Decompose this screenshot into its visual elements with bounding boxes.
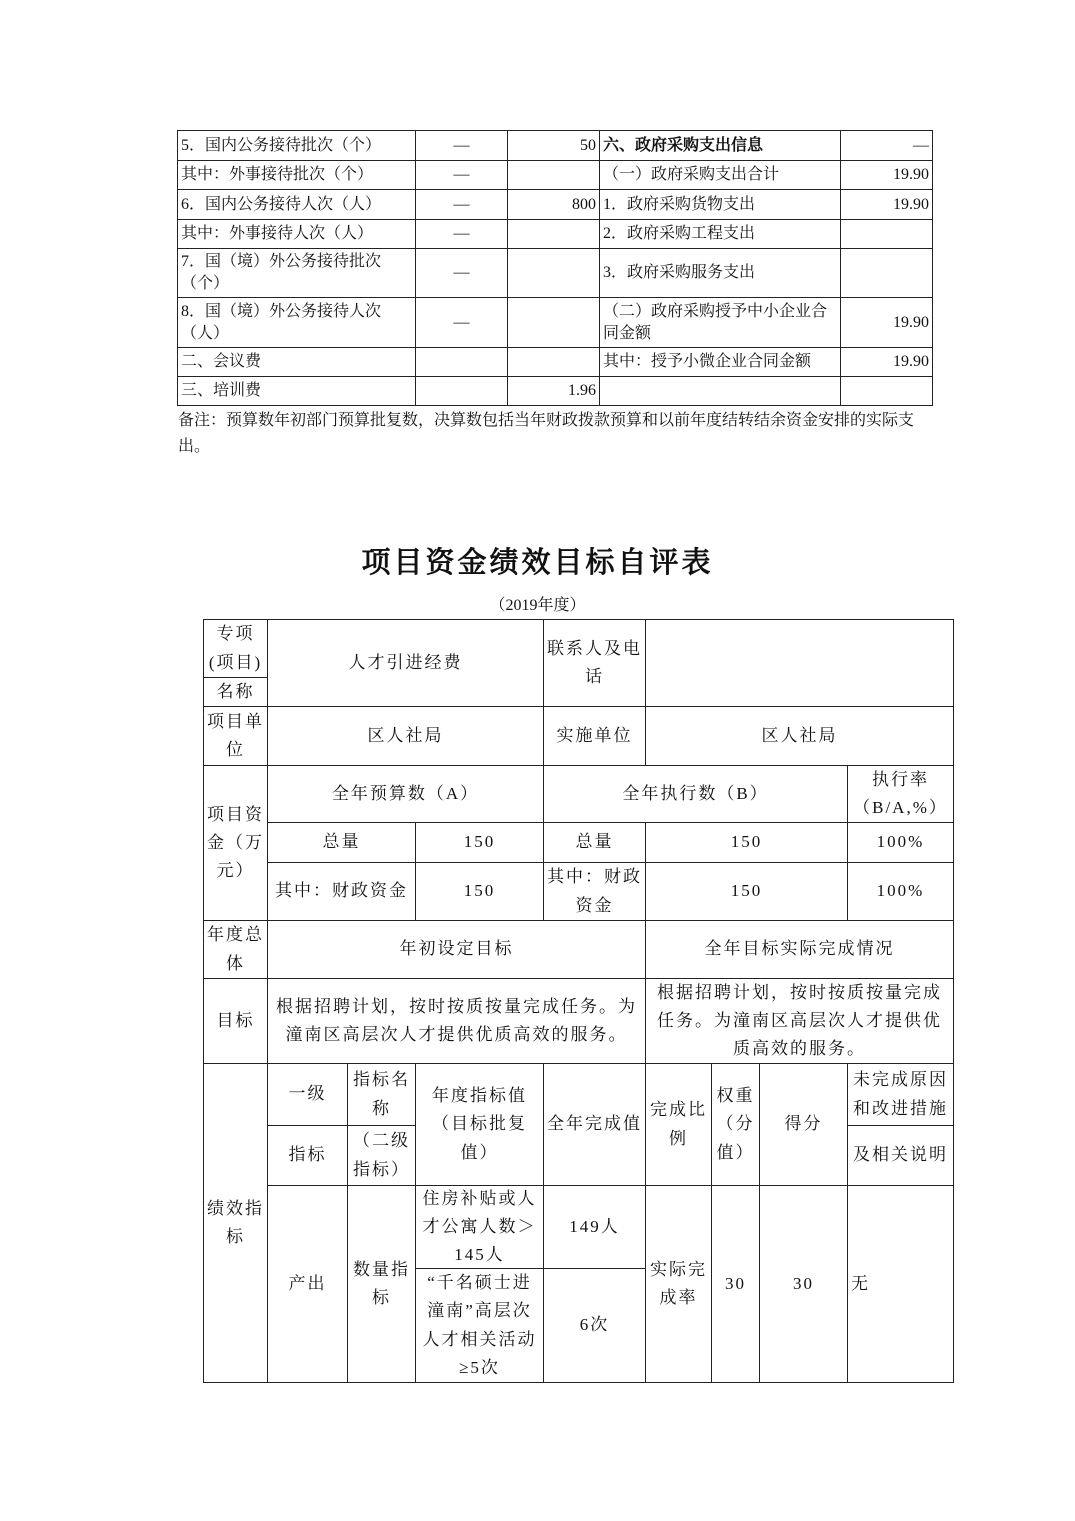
table-cell bbox=[507, 160, 600, 190]
h-name-a-cell: 指标名称 bbox=[347, 1063, 416, 1126]
table-cell bbox=[415, 376, 508, 406]
table-cell: 19.90 bbox=[840, 347, 933, 377]
h-score-cell: 得分 bbox=[759, 1063, 848, 1186]
table-cell: 1.96 bbox=[507, 376, 600, 406]
actual-header-cell: 全年目标实际完成情况 bbox=[645, 920, 954, 979]
table-cell: （二）政府采购授予中小企业合同金额 bbox=[599, 297, 841, 348]
reason-value-cell: 无 bbox=[847, 1185, 954, 1383]
project-name-cell: 人才引进经费 bbox=[267, 619, 544, 707]
project-label-2-cell: 名称 bbox=[203, 677, 268, 707]
rate-header-cell: 执行率（B/A,%） bbox=[847, 765, 954, 823]
table-cell: 8．国（境）外公务接待人次（人） bbox=[177, 297, 416, 348]
table-cell bbox=[507, 297, 600, 348]
exec-header-cell: 全年执行数（B） bbox=[543, 765, 848, 823]
h-target-cell: 年度指标值（目标批复值） bbox=[415, 1063, 544, 1186]
fiscal-exec-cell: 150 bbox=[645, 862, 848, 921]
table-cell: — bbox=[415, 219, 508, 249]
unit-label-cell: 项目单位 bbox=[203, 706, 268, 766]
target-2-cell: “千名硕士进潼南”高层次人才相关活动≥5次 bbox=[415, 1268, 544, 1383]
perf-label-cell: 绩效指标 bbox=[203, 1063, 268, 1383]
table-cell bbox=[415, 347, 508, 377]
done-1-cell: 149人 bbox=[543, 1185, 646, 1269]
fiscal-exec-label-cell: 其中：财政资金 bbox=[543, 862, 646, 921]
contact-label-cell: 联系人及电话 bbox=[543, 619, 646, 707]
quantity-label-cell: 数量指标 bbox=[347, 1185, 416, 1383]
table-cell: 800 bbox=[507, 189, 600, 220]
table-cell: — bbox=[415, 130, 508, 161]
h-reason-a-cell: 未完成原因和改进措施 bbox=[847, 1063, 954, 1126]
h-weight-cell: 权重（分值） bbox=[711, 1063, 760, 1186]
total-label-cell: 总量 bbox=[267, 822, 416, 863]
h-level1-b-cell: 指标 bbox=[267, 1125, 348, 1186]
h-done-cell: 全年完成值 bbox=[543, 1063, 646, 1186]
table-cell: 6．国内公务接待人次（人） bbox=[177, 189, 416, 220]
table-cell: 其中：外事接待批次（个） bbox=[177, 160, 416, 190]
fiscal-budget-cell: 150 bbox=[415, 862, 544, 921]
table-cell: 其中：外事接待人次（人） bbox=[177, 219, 416, 249]
table-cell: 其中：授予小微企业合同金额 bbox=[599, 347, 841, 377]
table-cell bbox=[507, 248, 600, 298]
funds-label-cell: 项目资金（万元） bbox=[203, 765, 268, 921]
table-cell: — bbox=[415, 189, 508, 220]
fiscal-rate-cell: 100% bbox=[847, 862, 954, 921]
weight-value-cell: 30 bbox=[711, 1185, 760, 1383]
table-cell bbox=[507, 219, 600, 249]
table-note: 备注：预算数年初部门预算批复数，决算数包括当年财政拨款预算和以前年度结转结余资金安排的实际支出。 bbox=[178, 412, 915, 455]
table-cell: 5．国内公务接待批次（个） bbox=[177, 130, 416, 161]
total-budget-cell: 150 bbox=[415, 822, 544, 863]
h-ratio-cell: 完成比例 bbox=[645, 1063, 712, 1186]
table-cell: — bbox=[415, 248, 508, 298]
impl-value-cell: 区人社局 bbox=[645, 706, 954, 766]
table-cell: 1．政府采购货物支出 bbox=[599, 189, 841, 220]
h-level1-a-cell: 一级 bbox=[267, 1063, 348, 1126]
table-cell: 19.90 bbox=[840, 297, 933, 348]
h-reason-b-cell: 及相关说明 bbox=[847, 1125, 954, 1186]
table-cell: 7．国（境）外公务接待批次（个） bbox=[177, 248, 416, 298]
total-exec-cell: 150 bbox=[645, 822, 848, 863]
table-cell: 二、会议费 bbox=[177, 347, 416, 377]
output-label-cell: 产出 bbox=[267, 1185, 348, 1383]
table-cell bbox=[840, 219, 933, 249]
done-2-cell: 6次 bbox=[543, 1268, 646, 1383]
table-cell: 50 bbox=[507, 130, 600, 161]
goal-label-cell: 目标 bbox=[203, 978, 268, 1064]
table-cell bbox=[507, 347, 600, 377]
project-label-1-cell: 专项(项目) bbox=[203, 619, 268, 678]
overall-label-cell: 年度总体 bbox=[203, 920, 268, 979]
table-cell: 3．政府采购服务支出 bbox=[599, 248, 841, 298]
total-exec-label-cell: 总量 bbox=[543, 822, 646, 863]
goal-text-cell: 根据招聘计划，按时按质按量完成任务。为潼南区高层次人才提供优质高效的服务。 bbox=[267, 978, 646, 1064]
table-cell: 六、政府采购支出信息 bbox=[599, 130, 841, 161]
target-1-cell: 住房补贴或人才公寓人数＞145人 bbox=[415, 1185, 544, 1269]
total-rate-cell: 100% bbox=[847, 822, 954, 863]
table-cell: — bbox=[415, 297, 508, 348]
contact-value-cell bbox=[645, 619, 954, 707]
score-value-cell: 30 bbox=[759, 1185, 848, 1383]
h-name-b-cell: （二级指标） bbox=[347, 1125, 416, 1186]
budget-header-cell: 全年预算数（A） bbox=[267, 765, 544, 823]
form-year: （2019年度） bbox=[489, 597, 586, 614]
table-cell: — bbox=[840, 130, 933, 161]
unit-value-cell: 区人社局 bbox=[267, 706, 544, 766]
table-cell bbox=[840, 248, 933, 298]
impl-label-cell: 实施单位 bbox=[543, 706, 646, 766]
table-cell: 三、培训费 bbox=[177, 376, 416, 406]
initial-goal-header-cell: 年初设定目标 bbox=[267, 920, 646, 979]
form-title: 项目资金绩效目标自评表 bbox=[361, 547, 714, 579]
table-cell bbox=[599, 376, 841, 406]
table-cell: 2．政府采购工程支出 bbox=[599, 219, 841, 249]
ratio-value-cell: 实际完成率 bbox=[645, 1185, 712, 1383]
actual-text-cell: 根据招聘计划，按时按质按量完成任务。为潼南区高层次人才提供优质高效的服务。 bbox=[645, 978, 954, 1064]
table-cell: 19.90 bbox=[840, 189, 933, 220]
table-cell bbox=[840, 376, 933, 406]
table-cell: 19.90 bbox=[840, 160, 933, 190]
fiscal-label-cell: 其中：财政资金 bbox=[267, 862, 416, 921]
table-cell: — bbox=[415, 160, 508, 190]
table-cell: （一）政府采购支出合计 bbox=[599, 160, 841, 190]
